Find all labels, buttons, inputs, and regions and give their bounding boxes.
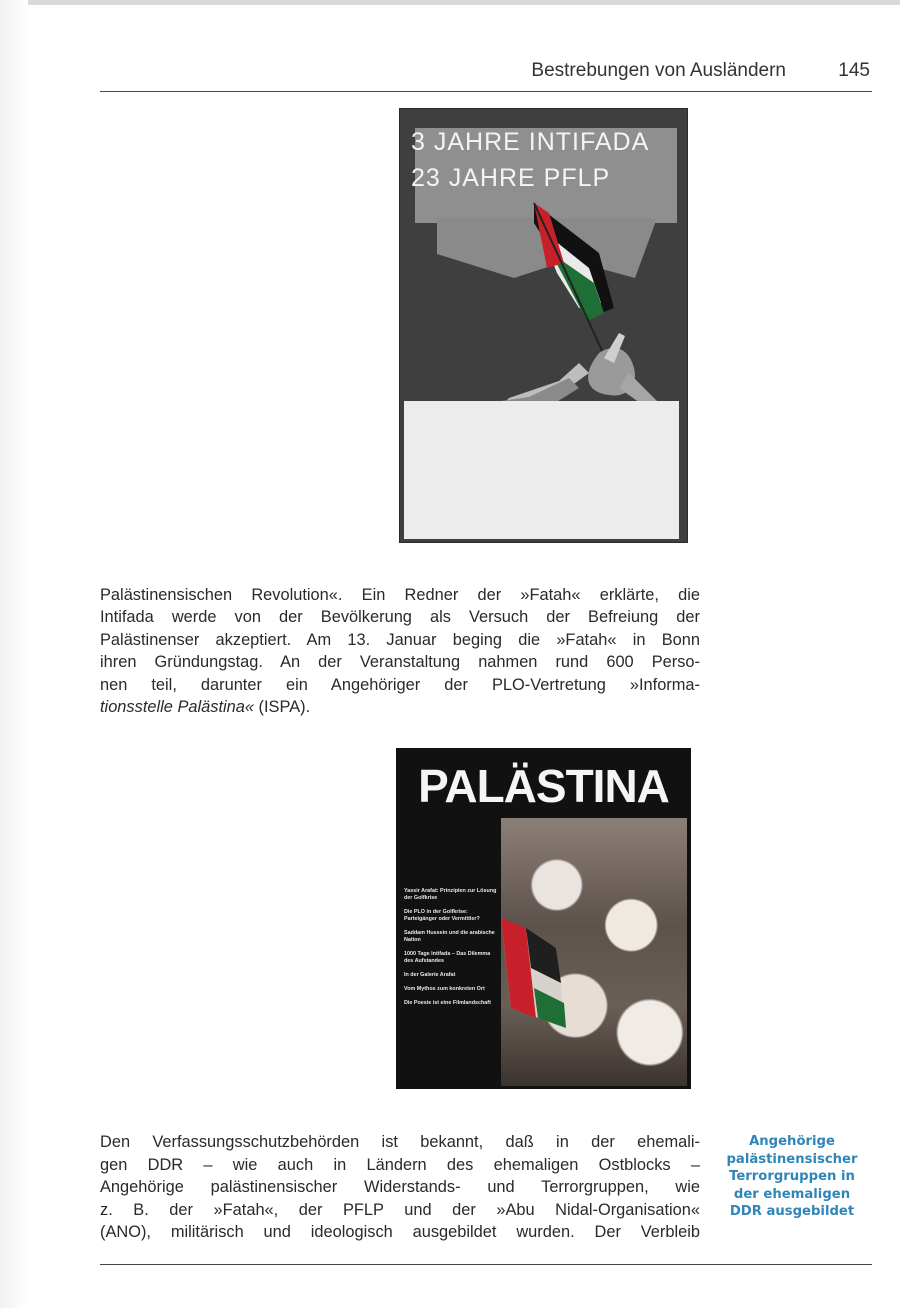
body-paragraph-1 bbox=[100, 584, 700, 718]
running-header bbox=[100, 58, 870, 86]
marginal-note-line: Terrorgruppen in bbox=[729, 1169, 855, 1184]
magazine-masthead: PALÄSTINA bbox=[418, 760, 669, 812]
header-title: Bestrebungen von Ausländern bbox=[531, 60, 786, 81]
toc-item: In der Galerie Arafat bbox=[404, 972, 456, 978]
poster-headline-2: 23 JAHRE PFLP bbox=[411, 164, 611, 192]
paragraph-line: Palästinensischen Revolution«. Ein Redner der »Fatah« erklärte, die bbox=[100, 586, 700, 604]
toc-item: Vom Mythos zum konkreten Ort bbox=[404, 986, 485, 992]
paragraph-line: Den Verfassungsschutzbehörden ist bekannt, daß in der ehemali- bbox=[100, 1133, 700, 1151]
marginal-note bbox=[712, 1133, 872, 1221]
paragraph-line: ihren Gründungstag. An der Veranstaltung nahmen rund 600 Perso- bbox=[100, 653, 700, 672]
toc-item: Die Poesie ist eine Filmlandschaft bbox=[404, 1000, 491, 1006]
palestinian-flag-graphic bbox=[496, 908, 591, 1038]
body-paragraph-2 bbox=[100, 1131, 700, 1244]
paragraph-line: tionsstelle Palästina« (ISPA). bbox=[100, 698, 311, 717]
toc-item: Die PLO in der Golfkrise: Parteigänger oder Vermittler? bbox=[404, 909, 480, 922]
paragraph-line: (ANO), militärisch und ideologisch ausgebildet wurden. Der Verbleib bbox=[100, 1223, 700, 1242]
page-number: 145 bbox=[838, 60, 870, 81]
marginal-note-line: palästinensischer bbox=[726, 1151, 858, 1167]
palaestina-magazine-cover bbox=[396, 748, 691, 1089]
page-binding-shadow bbox=[0, 0, 28, 1308]
footer-rule bbox=[100, 1264, 872, 1265]
paragraph-line: Angehörige palästinensischer Widerstands- und Terrorgruppen, wie bbox=[100, 1178, 700, 1197]
header-rule bbox=[100, 91, 872, 92]
toc-item: 1000 Tage Intifada – Das Dilemma des Aufstandes bbox=[404, 951, 491, 964]
paragraph-line: gen DDR – wie auch in Ländern des ehemaligen Ostblocks – bbox=[100, 1155, 700, 1174]
marginal-note-line: Angehörige bbox=[749, 1134, 835, 1149]
toc-item: Yassir Arafat: Prinzipien zur Lösung der Golfkrise bbox=[404, 888, 497, 901]
marginal-note-line: DDR ausgebildet bbox=[729, 1204, 855, 1219]
magazine-contents-list bbox=[404, 888, 499, 1014]
intifada-poster-image bbox=[399, 108, 688, 543]
poster-frame bbox=[399, 108, 688, 543]
page-top-edge bbox=[0, 0, 900, 5]
toc-item: Saddam Hussein und die arabische Nation bbox=[404, 930, 495, 943]
paragraph-line: Intifada werde von der Bevölkerung als Versuch der Befreiung der bbox=[100, 608, 700, 627]
marginal-note-line: der ehemaligen bbox=[733, 1186, 851, 1202]
paragraph-line: z. B. der »Fatah«, der PFLP und der »Abu Nidal-Organisation« bbox=[100, 1200, 700, 1219]
paragraph-line: Palästinenser akzeptiert. Am 13. Januar beging die »Fatah« in Bonn bbox=[100, 630, 700, 649]
poster-headline-1: 3 JAHRE INTIFADA bbox=[411, 128, 650, 156]
paragraph-line: nen teil, darunter ein Angehöriger der PLO-Vertretung »Informa- bbox=[100, 675, 700, 694]
